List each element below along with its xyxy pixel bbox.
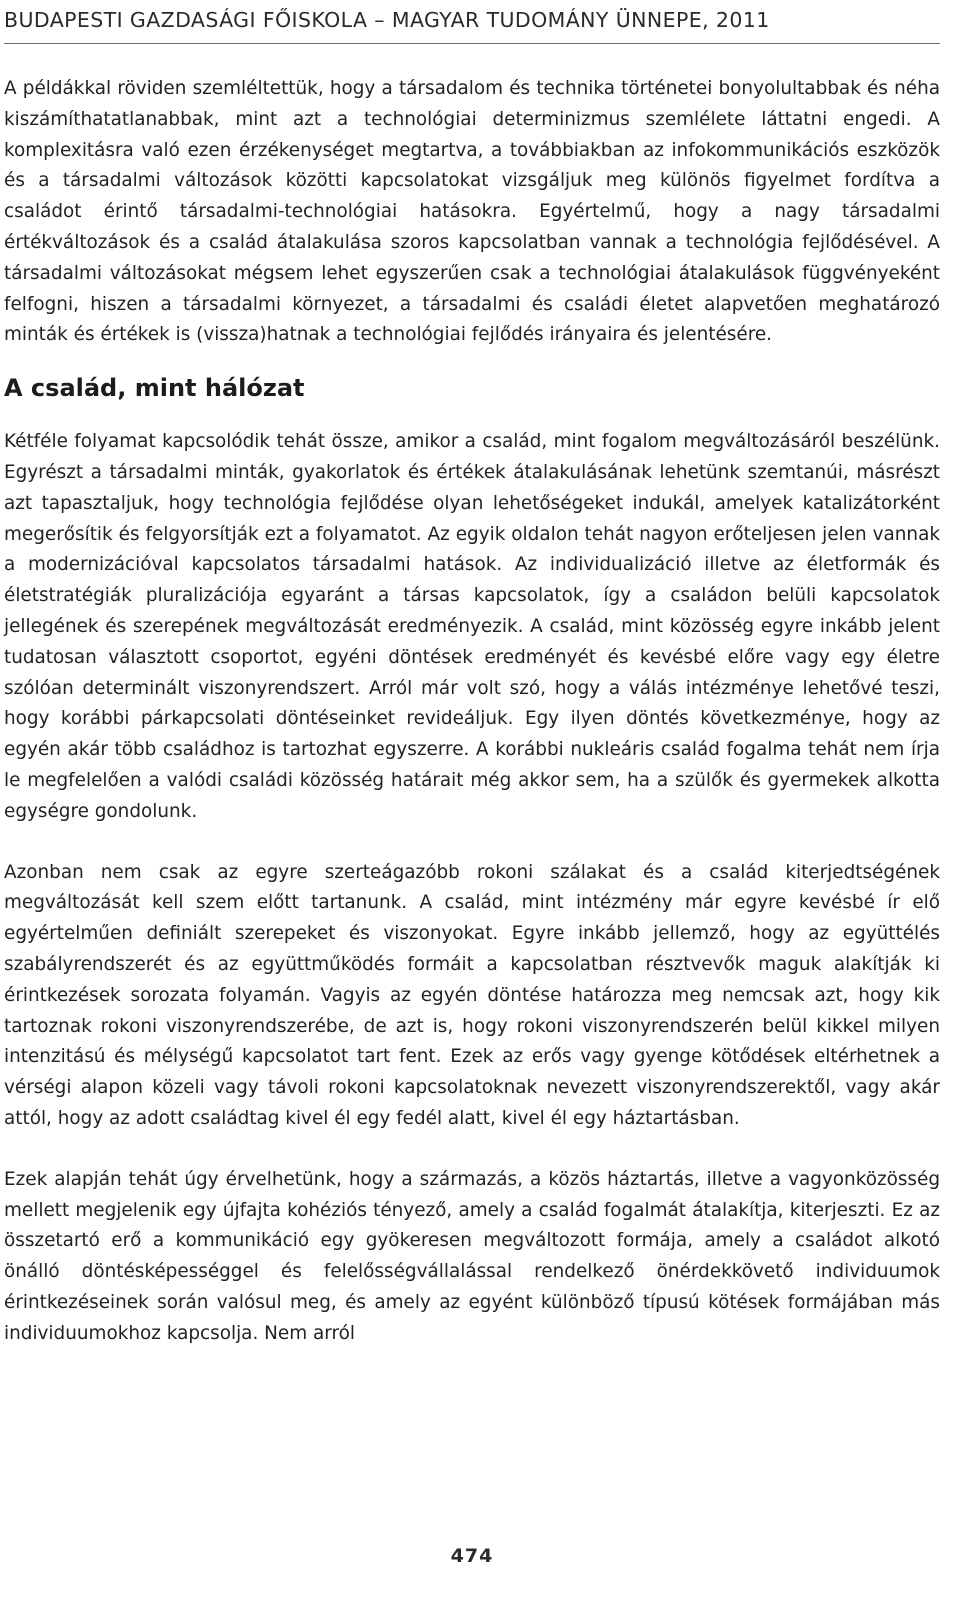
paragraph-4: Ezek alapján tehát úgy érvelhetünk, hogy a származás, a közös háztartás, illetve a vagyonközösség mellett megjelenik egy újfajta kohéziós tényező, amely a család fogalmát átalakítja, kiterjeszti. Ez az összetartó erő a kommunikáció egy gyökeresen megváltozott formája, amely a családot alkotó önálló döntésképességgel és felelősségvállalással rendelkező önérdekkövető individuumok érintkezéseinek során valósul meg, és amely az egyént különböző típusú kötések formájában más individuumokhoz kapcsolja. Nem arról [4,1168,940,1344]
page-number: 474 [450,1545,494,1567]
section-heading: A család, mint hálózat [4,374,305,403]
paragraph-2: Kétféle folyamat kapcsolódik tehát össze, amikor a család, mint fogalom megváltozásáról beszélünk. Egyrészt a társadalmi minták, gyakorlatok és értékek átalakulásának lehetünk szemtanúi, másrészt azt tapasztaljuk, hogy technológia fejlődése olyan lehetőségeket indukál, amelyek katalizátorként megerősítik és felgyorsítják ezt a folyamatot. Az egyik oldalon tehát nagyon erőteljesen jelen vannak a modernizációval kapcsolatos társadalmi hatások. Az individualizáció illetve az életformák és életstratégiák pluralizációja egyaránt a társas kapcsolatok, így a családon belüli kapcsolatok jellegének és szerepének megváltozását eredményezik. A család, mint közösség egyre inkább jelent tudatosan választott csoportot, egyéni döntések eredményét és kevésbé előre vagy egy életre szólóan determinált viszonyrendszert. Arról már volt szó, hogy a válás intézménye lehetővé teszi, hogy korábbi párkapcsolati döntéseinket revideáljuk. Egy ilyen döntés következménye, hogy az egyén akár több családhoz is tartozhat egyszerre. A korábbi nukleáris család fogalma tehát nem írja le megfelelően a valódi családi közösség határait még akkor sem, ha a szülők és gyermekek alkotta egységre gondolunk. [4,431,940,822]
paragraph-intro: A példákkal röviden szemléltettük, hogy a társadalom és technika történetei bonyolultabbak és néha kiszámíthatatlanabbak, mint azt a technológiai determinizmus szemlélete láttatni engedi. A komplexitásra való ezen érzékenységet megtartva, a továbbiakban az infokommunikációs eszközök és a társadalmi változások közötti kapcsolatokat vizsgáljuk meg különös figyelmet fordítva a családot érintő társadalmi-technológiai hatásokra. Egyértelmű, hogy a nagy társadalmi értékváltozások és a család átalakulása szoros kapcsolatban vannak a technológia fejlődésével. A társadalmi változásokat mégsem lehet egyszerűen csak a technológiai átalakulások függvényeként felfogni, hiszen a társadalmi környezet, a társadalmi és családi életet alapvetően meghatározó minták és értékek is (vissza)hatnak a technológiai fejlődés irányaira és jelentésére. [4,78,940,346]
running-header: BUDAPESTI GAZDASÁGI FŐISKOLA – MAGYAR TUDOMÁNY ÜNNEPE, 2011 [4,8,770,32]
document-page [4,0,940,1567]
header-rule [4,43,940,44]
paragraph-3: Azonban nem csak az egyre szerteágazóbb rokoni szálakat és a család kiterjedtségének megváltozását kell szem előtt tartanunk. A család, mint intézmény már egyre kevésbé ír elő egyértelműen definiált szerepeket és viszonyokat. Egyre inkább jellemző, hogy az együttélés szabályrendszerét és az együttműködés formáit a kapcsolatban résztvevők maguk alakítják ki érintkezések sorozata folyamán. Vagyis az egyén döntése határozza meg nemcsak azt, hogy kik tartoznak rokoni viszonyrendszerébe, de azt is, hogy rokoni viszonyrendszerén belül kikkel milyen intenzitású és mélységű kapcsolatot tart fent. Ezek az erős vagy gyenge kötődések eltérhetnek a vérségi alapon közeli vagy távoli rokoni kapcsolatoknak nevezett viszonyrendszerektől, vagy akár attól, hogy az adott családtag kivel él egy fedél alatt, kivel él egy háztartásban. [4,861,940,1129]
